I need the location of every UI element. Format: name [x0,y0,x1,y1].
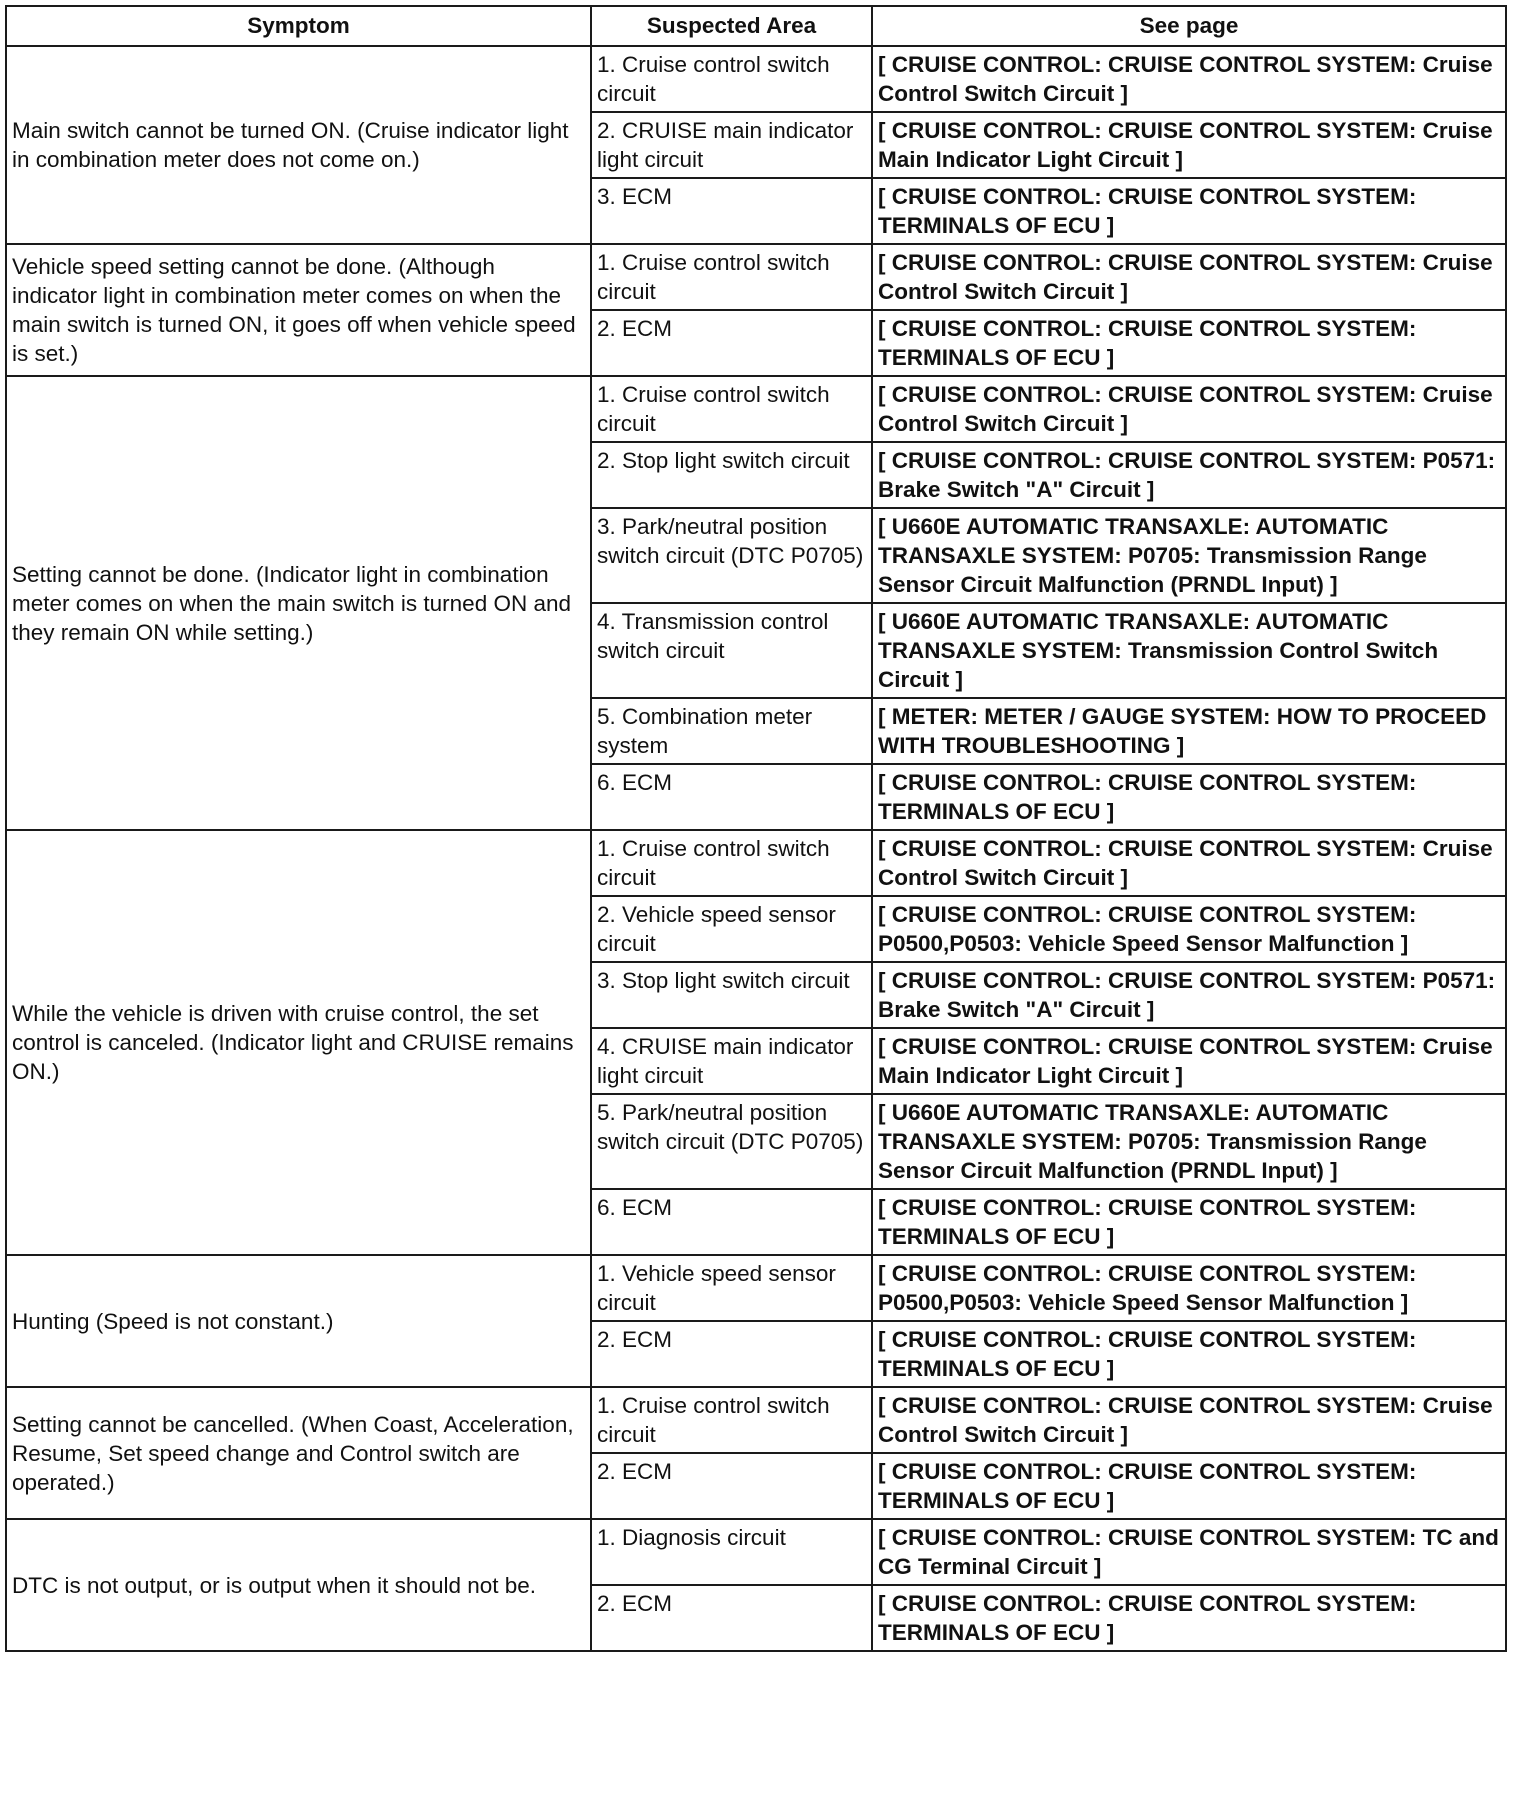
header-symptom: Symptom [6,6,591,46]
see-page-link[interactable]: [ CRUISE CONTROL: CRUISE CONTROL SYSTEM: TERMINALS OF ECU ] [872,764,1506,830]
table-row [6,830,1506,896]
suspected-area-cell: 1. Vehicle speed sensor circuit [591,1255,872,1321]
suspected-area-cell: 1. Cruise control switch circuit [591,830,872,896]
header-see-page: See page [872,6,1506,46]
see-page-link[interactable]: [ CRUISE CONTROL: CRUISE CONTROL SYSTEM: TERMINALS OF ECU ] [872,1189,1506,1255]
suspected-area-cell: 5. Combination meter system [591,698,872,764]
see-page-link[interactable]: [ CRUISE CONTROL: CRUISE CONTROL SYSTEM: Cruise Main Indicator Light Circuit ] [872,1028,1506,1094]
suspected-area-cell: 6. ECM [591,764,872,830]
symptom-cell: While the vehicle is driven with cruise control, the set control is canceled. (Indicator light and CRUISE remains ON.) [6,830,591,1255]
see-page-link[interactable]: [ CRUISE CONTROL: CRUISE CONTROL SYSTEM: Cruise Control Switch Circuit ] [872,376,1506,442]
table-row [6,1519,1506,1585]
symptom-cell: Setting cannot be cancelled. (When Coast, Acceleration, Resume, Set speed change and Control switch are operated.) [6,1387,591,1519]
suspected-area-cell: 1. Cruise control switch circuit [591,244,872,310]
table-row [6,1255,1506,1321]
symptom-cell: Main switch cannot be turned ON. (Cruise indicator light in combination meter does not come on.) [6,46,591,244]
header-suspected-area: Suspected Area [591,6,872,46]
suspected-area-cell: 2. ECM [591,1321,872,1387]
table-row [6,1387,1506,1453]
suspected-area-cell: 2. Stop light switch circuit [591,442,872,508]
table-row [6,46,1506,112]
suspected-area-cell: 3. Park/neutral position switch circuit (DTC P0705) [591,508,872,603]
suspected-area-cell: 3. Stop light switch circuit [591,962,872,1028]
symptom-cell: Setting cannot be done. (Indicator light in combination meter comes on when the main switch is turned ON and they remain ON while setting.) [6,376,591,830]
see-page-link[interactable]: [ CRUISE CONTROL: CRUISE CONTROL SYSTEM: Cruise Control Switch Circuit ] [872,830,1506,896]
suspected-area-cell: 2. Vehicle speed sensor circuit [591,896,872,962]
see-page-link[interactable]: [ CRUISE CONTROL: CRUISE CONTROL SYSTEM: Cruise Main Indicator Light Circuit ] [872,112,1506,178]
table-body [6,46,1506,1651]
see-page-link[interactable]: [ CRUISE CONTROL: CRUISE CONTROL SYSTEM: TERMINALS OF ECU ] [872,1453,1506,1519]
suspected-area-cell: 5. Park/neutral position switch circuit (DTC P0705) [591,1094,872,1189]
see-page-link[interactable]: [ CRUISE CONTROL: CRUISE CONTROL SYSTEM: TERMINALS OF ECU ] [872,1585,1506,1651]
suspected-area-cell: 1. Diagnosis circuit [591,1519,872,1585]
table-row [6,376,1506,442]
see-page-link[interactable]: [ CRUISE CONTROL: CRUISE CONTROL SYSTEM: TC and CG Terminal Circuit ] [872,1519,1506,1585]
see-page-link[interactable]: [ CRUISE CONTROL: CRUISE CONTROL SYSTEM: TERMINALS OF ECU ] [872,1321,1506,1387]
suspected-area-cell: 2. ECM [591,1453,872,1519]
suspected-area-cell: 1. Cruise control switch circuit [591,376,872,442]
see-page-link[interactable]: [ CRUISE CONTROL: CRUISE CONTROL SYSTEM: Cruise Control Switch Circuit ] [872,1387,1506,1453]
symptom-cell: DTC is not output, or is output when it should not be. [6,1519,591,1651]
symptom-cell: Vehicle speed setting cannot be done. (Although indicator light in combination meter comes on when the main switch is turned ON, it goes off when vehicle speed is set.) [6,244,591,376]
suspected-area-cell: 2. CRUISE main indicator light circuit [591,112,872,178]
see-page-link[interactable]: [ CRUISE CONTROL: CRUISE CONTROL SYSTEM: P0500,P0503: Vehicle Speed Sensor Malfunction ] [872,1255,1506,1321]
see-page-link[interactable]: [ CRUISE CONTROL: CRUISE CONTROL SYSTEM: Cruise Control Switch Circuit ] [872,244,1506,310]
see-page-link[interactable]: [ METER: METER / GAUGE SYSTEM: HOW TO PROCEED WITH TROUBLESHOOTING ] [872,698,1506,764]
see-page-link[interactable]: [ U660E AUTOMATIC TRANSAXLE: AUTOMATIC TRANSAXLE SYSTEM: P0705: Transmission Range Sensor Circuit Malfunction (PRNDL Input) ] [872,1094,1506,1189]
see-page-link[interactable]: [ CRUISE CONTROL: CRUISE CONTROL SYSTEM: Cruise Control Switch Circuit ] [872,46,1506,112]
suspected-area-cell: 4. Transmission control switch circuit [591,603,872,698]
suspected-area-cell: 2. ECM [591,310,872,376]
see-page-link[interactable]: [ U660E AUTOMATIC TRANSAXLE: AUTOMATIC TRANSAXLE SYSTEM: Transmission Control Switch Circuit ] [872,603,1506,698]
see-page-link[interactable]: [ CRUISE CONTROL: CRUISE CONTROL SYSTEM: P0571: Brake Switch "A" Circuit ] [872,442,1506,508]
suspected-area-cell: 2. ECM [591,1585,872,1651]
suspected-area-cell: 1. Cruise control switch circuit [591,46,872,112]
see-page-link[interactable]: [ U660E AUTOMATIC TRANSAXLE: AUTOMATIC TRANSAXLE SYSTEM: P0705: Transmission Range Sensor Circuit Malfunction (PRNDL Input) ] [872,508,1506,603]
header-row [6,6,1506,46]
see-page-link[interactable]: [ CRUISE CONTROL: CRUISE CONTROL SYSTEM: P0571: Brake Switch "A" Circuit ] [872,962,1506,1028]
table-row [6,244,1506,310]
see-page-link[interactable]: [ CRUISE CONTROL: CRUISE CONTROL SYSTEM: TERMINALS OF ECU ] [872,310,1506,376]
symptom-cell: Hunting (Speed is not constant.) [6,1255,591,1387]
see-page-link[interactable]: [ CRUISE CONTROL: CRUISE CONTROL SYSTEM: P0500,P0503: Vehicle Speed Sensor Malfunction ] [872,896,1506,962]
see-page-link[interactable]: [ CRUISE CONTROL: CRUISE CONTROL SYSTEM: TERMINALS OF ECU ] [872,178,1506,244]
suspected-area-cell: 3. ECM [591,178,872,244]
troubleshooting-table [5,5,1507,1652]
suspected-area-cell: 1. Cruise control switch circuit [591,1387,872,1453]
suspected-area-cell: 6. ECM [591,1189,872,1255]
suspected-area-cell: 4. CRUISE main indicator light circuit [591,1028,872,1094]
